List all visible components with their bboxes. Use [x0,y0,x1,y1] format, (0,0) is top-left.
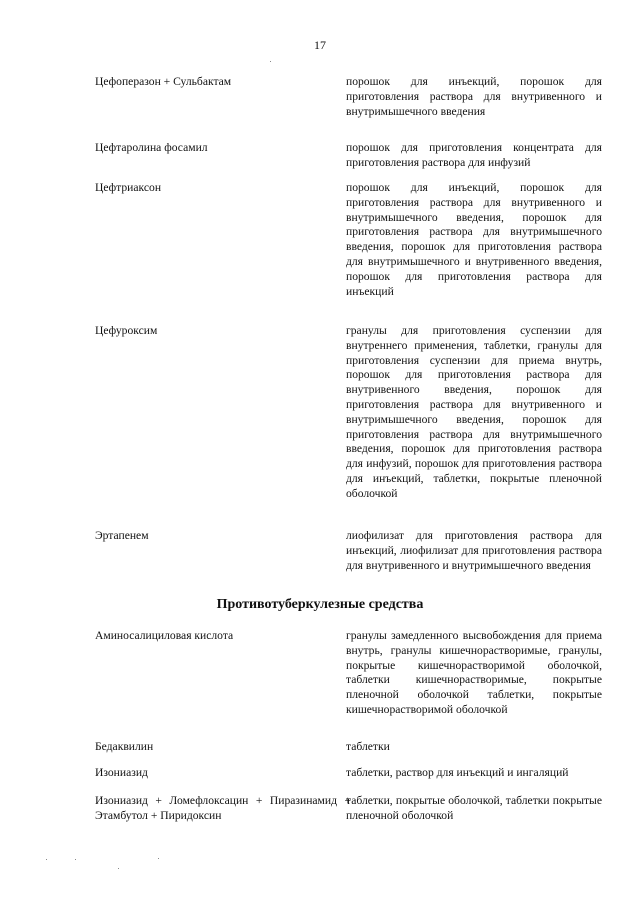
drug-name: Изониазид [95,766,148,779]
scan-speck [118,868,119,869]
scan-speck [158,858,159,859]
section-title: Противотуберкулезные средства [216,597,424,612]
drug-form: гранулы замедленного высвобождения для приема внутрь, гранулы кишечнорастворимые, гранулы, покрытые кишечнорастворимой оболочкой, таблетки кишечнорастворимые, покрытые пленочной оболочкой таблетки, покрытые кишечнорастворимой оболочкой [346,629,602,716]
drug-name: Цефоперазон + Сульбактам [95,75,232,88]
drug-name: Аминосалициловая кислота [95,629,234,642]
drug-name: Цефтаролина фосамил [95,141,208,154]
drug-name: Изониазид + Ломефлоксацин + Пиразинамид + Этамбутол + Пиридоксин [95,794,351,822]
drug-name: Бедаквилин [95,740,154,753]
drug-name: Эртапенем [95,529,149,542]
drug-form: лиофилизат для приготовления раствора для инъекций, лиофилизат для приготовления раствора для внутривенного и внутримышечного введения [346,529,602,572]
drug-name: Цефтриаксон [95,181,162,194]
scan-speck [46,859,47,860]
drug-form: таблетки, покрытые оболочкой, таблетки покрытые пленочной оболочкой [346,794,602,822]
drug-form: порошок для приготовления концентрата для приготовления раствора для инфузий [346,141,602,169]
drug-form: порошок для инъекций, порошок для приготовления раствора для внутривенного и внутримышечного введения [346,75,602,118]
drug-form: порошок для инъекций, порошок для приготовления раствора для внутривенного и внутримышечного введения, порошок для приготовления раствора для внутримышечного введения, порошок для приготовления раствора для внутримышечного и внутривенного введения, порошок для приготовления раствора для инъекций [346,181,602,298]
drug-form: таблетки [346,740,390,753]
scan-speck [270,61,271,62]
drug-name: Цефуроксим [95,324,158,337]
scan-speck [75,859,76,860]
drug-form: гранулы для приготовления суспензии для внутреннего применения, таблетки, гранулы для приготовления суспензии для приема внутрь, порошок для приготовления раствора для внутривенного введения, порошок для приготовления раствора для внутривенного и внутримышечного введения, порошок для приготовления раствора для внутримышечного введения, порошок для приготовления раствора для инфузий, порошок для приготовления раствора для инъекций, таблетки, покрытые пленочной оболочкой [346,324,602,500]
page-number: 17 [314,38,326,52]
drug-form: таблетки, раствор для инъекций и ингаляций [346,766,569,779]
